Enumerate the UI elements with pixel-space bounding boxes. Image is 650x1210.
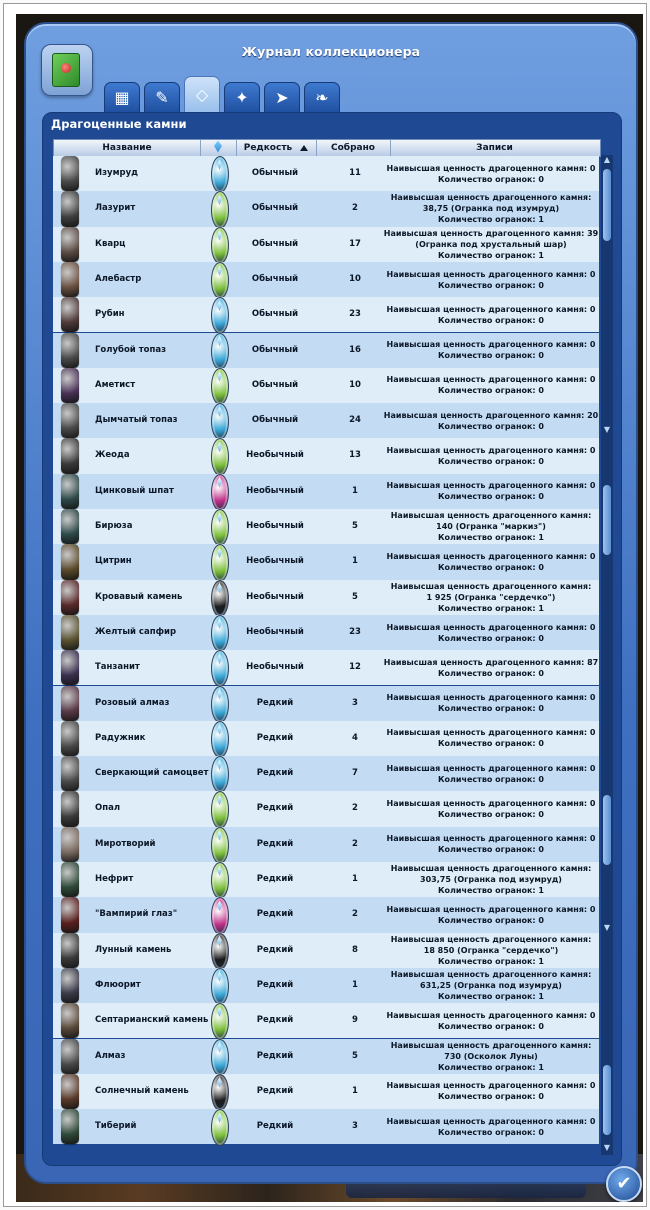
gem-record-line: Наивысшая ценность драгоценного камня: 20 [383,410,599,420]
gem-record-line: Количество огранок: 0 [438,280,544,290]
table-row[interactable] [53,968,599,1003]
gem-record-line: Количество огранок: 0 [438,810,544,820]
gem-icon [61,686,79,721]
gem-name: Жеода [95,450,130,461]
gem-rarity: Обычный [251,168,299,178]
gem-records [383,650,599,685]
gem-record-line: Количество огранок: 0 [438,845,544,855]
gem-record-line: Количество огранок: 1 [438,250,544,260]
gem-count: 23 [349,309,361,320]
gem-name: Бирюза [95,521,133,531]
gem-rarity: Редкий [256,1121,294,1132]
gem-icon [61,897,79,932]
gem-name: Желтый сапфир [95,626,177,637]
plumbob-icon [211,580,229,617]
gem-record-line: Количество огранок: 1 [438,956,544,966]
tab-insects-icon[interactable]: ✦ [224,82,260,114]
col-records[interactable]: Записи [476,143,513,153]
gem-record-line: 303,75 (Огранка под изумруд) [420,875,562,885]
gem-record-line: Количество огранок: 0 [438,351,544,361]
gem-rarity: Необычный [246,591,304,602]
gem-name: Алмаз [95,1050,126,1061]
gem-name: Флюорит [95,979,141,990]
gem-name: Алебастр [95,273,142,284]
scroll-down-icon[interactable]: ▼ [603,425,611,434]
gem-record-line: Количество огранок: 0 [438,633,544,643]
gem-record-line: 140 (Огранка "маркиз") [436,522,546,532]
gem-rarity: Редкий [256,979,294,990]
gem-record-line: Количество огранок: 1 [438,215,544,225]
gem-record-line: Наивысшая ценность драгоценного камня: 0 [386,1116,596,1126]
table-row[interactable] [53,227,599,262]
scroll-thumb-4[interactable] [603,1065,611,1135]
plumbob-icon [211,1039,229,1076]
gem-count: 1 [352,1085,358,1096]
gems-panel [42,112,622,1166]
gem-record-line: Наивысшая ценность драгоценного камня: 0 [386,763,596,773]
plumbob-icon [211,827,229,864]
gem-record-line: Количество огранок: 1 [438,1062,544,1072]
gem-icon [61,721,79,756]
scroll-thumb-1[interactable] [603,169,611,241]
gem-record-line: Количество огранок: 1 [438,603,544,613]
table-row[interactable] [53,862,599,897]
table-row[interactable] [53,686,599,721]
table-row[interactable] [53,933,599,968]
gem-count: 16 [349,344,361,355]
plumbob-icon [211,1003,229,1040]
gem-rarity: Обычный [251,273,299,284]
gem-name: Сверкающий самоцвет [95,768,209,779]
gem-records [386,333,596,368]
gem-records [386,1074,596,1109]
gem-record-line: Наивысшая ценность драгоценного камня: 0 [386,163,596,173]
gem-record-line: Количество огранок: 0 [438,668,544,678]
gem-records [386,1003,596,1038]
plumbob-icon [211,721,229,758]
gem-rarity: Необычный [246,450,304,461]
gem-name: Дымчатый топаз [95,415,178,426]
table-row[interactable] [53,544,599,579]
gem-rarity: Обычный [251,415,299,426]
gem-records [386,156,596,191]
gem-records [389,191,593,226]
gem-icon [61,368,79,403]
plumbob-icon [211,756,229,793]
gem-icon [61,1074,79,1109]
table-row[interactable] [53,474,599,509]
gem-rarity: Редкий [256,1015,294,1026]
gem-count: 5 [352,591,358,602]
gem-name: Нефрит [95,874,134,884]
tab-gems-icon[interactable]: ◇ [184,76,220,114]
gem-name: Розовый алмаз [95,697,170,708]
gem-records [386,262,596,297]
gem-name: Цитрин [95,556,132,567]
gem-record-line: Наивысшая ценность драгоценного камня: 0 [386,834,596,844]
gem-icon [61,1109,79,1144]
gem-count: 1 [352,874,358,884]
gem-records [383,227,599,262]
plumbob-icon [211,933,229,970]
gem-icon [61,333,79,368]
gem-records [386,544,596,579]
gem-records [386,791,596,826]
table-row[interactable] [53,297,599,332]
table-row[interactable] [53,756,599,791]
plumbob-icon [211,686,229,723]
col-rarity-label: Редкость [243,143,293,153]
gem-rarity: Редкий [256,803,294,814]
gem-rarity: Обычный [251,238,299,249]
gem-name: Опал [95,803,121,814]
gem-list [53,156,599,1146]
gem-rarity: Редкий [256,838,294,849]
table-row[interactable] [53,791,599,826]
gem-records [386,897,596,932]
gem-record-line: Наивысшая ценность драгоценного камня: 0 [386,340,596,350]
gem-count: 3 [352,697,358,708]
gem-name: Рубин [95,309,125,320]
table-row[interactable] [53,580,599,615]
gem-count: 8 [352,944,358,955]
gem-count: 4 [352,732,358,743]
gem-record-line: 631,25 (Огранка под изумруд) [420,981,562,991]
plumbob-icon [211,1109,229,1146]
gem-record-line: Количество огранок: 0 [438,386,544,396]
gem-count: 1 [352,556,358,567]
gem-count: 2 [352,909,358,920]
gem-record-line: Количество огранок: 0 [438,915,544,925]
table-row[interactable] [53,650,599,685]
gem-name: Цинковый шпат [95,485,174,496]
scroll-thumb-2[interactable] [603,485,611,555]
table-row[interactable] [53,897,599,932]
gem-count: 12 [349,662,361,673]
table-row[interactable] [53,509,599,544]
plumbob-icon [211,897,229,934]
scroll-down-icon-3[interactable]: ▼ [603,1143,611,1152]
gem-count: 10 [349,273,361,284]
gem-record-line: Количество огранок: 0 [438,457,544,467]
gem-record-line: Наивысшая ценность драгоценного камня: [390,864,592,874]
gem-record-line: Наивысшая ценность драгоценного камня: [390,970,592,980]
plumbob-icon [211,368,229,405]
plumbob-icon [211,1074,229,1111]
gem-record-line: Количество огранок: 0 [438,492,544,502]
gem-record-line: Наивысшая ценность драгоценного камня: [390,1040,592,1050]
plumbob-icon [211,862,229,899]
gem-rarity: Необычный [246,485,304,496]
gem-rarity: Редкий [256,909,294,920]
category-title: Драгоценные камни [51,117,187,131]
gem-record-line: Наивысшая ценность драгоценного камня: 0 [386,799,596,809]
gem-records [386,721,596,756]
table-row[interactable] [53,1039,599,1074]
gem-count: 1 [352,979,358,990]
gem-count: 5 [352,521,358,531]
tab-stats-icon[interactable]: ▦ [104,82,140,114]
gem-icon [61,438,79,473]
gem-name: Аметист [95,379,136,390]
plumbob-icon [211,615,229,652]
gem-icon [61,650,79,685]
gem-icon [61,791,79,826]
gem-record-line: Количество огранок: 0 [438,421,544,431]
gem-name: Миротворий [95,838,156,849]
gem-rarity: Обычный [251,309,299,320]
gem-count: 2 [352,838,358,849]
gem-record-line: 1 925 (Огранка "сердечко") [426,592,556,602]
gem-icon [61,156,79,191]
gem-name: Радужник [95,732,146,743]
gem-count: 23 [349,626,361,637]
table-row[interactable] [53,403,599,438]
plumbob-icon [211,191,229,228]
plumbob-icon [211,262,229,299]
sort-ascending-icon [300,145,308,151]
tab-plants-icon[interactable]: ❧ [304,82,340,114]
gem-record-line: Количество огранок: 0 [438,739,544,749]
plumbob-icon [211,509,229,546]
gem-record-line: Наивысшая ценность драгоценного камня: [390,934,592,944]
gem-record-line: Количество огранок: 1 [438,992,544,1002]
table-row[interactable] [53,827,599,862]
gem-record-line: Наивысшая ценность драгоценного камня: 0 [386,622,596,632]
plumbob-icon [211,403,229,440]
ok-button[interactable]: ✔ [606,1166,642,1202]
gem-rarity: Обычный [251,203,299,214]
plumbob-icon [211,333,229,370]
gem-count: 24 [349,415,361,426]
gem-count: 13 [349,450,361,461]
gem-records [386,297,596,332]
gem-rarity: Редкий [256,1085,294,1096]
gem-record-line: Количество огранок: 0 [438,562,544,572]
gem-record-line: Количество огранок: 0 [438,174,544,184]
gem-record-line: Наивысшая ценность драгоценного камня: 0 [386,304,596,314]
tab-fish-icon[interactable]: ✎ [144,82,180,114]
gem-record-line: Наивысшая ценность драгоценного камня: [390,581,592,591]
gem-record-line: Наивысшая ценность драгоценного камня: 87 [383,657,599,667]
gem-icon [61,1003,79,1038]
gem-count: 10 [349,379,361,390]
gem-icon [61,862,79,897]
gem-records [386,686,596,721]
gem-icon [61,580,79,615]
gem-record-line: Наивысшая ценность драгоценного камня: [390,511,592,521]
gem-icon [61,403,79,438]
gem-record-line: Количество огранок: 1 [438,533,544,543]
gem-name: Кварц [95,238,126,249]
plumbob-icon [211,650,229,687]
gem-record-line: 730 (Осколок Луны) [444,1051,538,1061]
gem-rarity: Редкий [256,697,294,708]
gem-records [389,933,593,968]
window-title: Журнал коллекционера [241,44,421,59]
gem-records [386,368,596,403]
gem-count: 5 [352,1050,358,1061]
gem-record-line: Количество огранок: 0 [438,315,544,325]
plumbob-icon [211,474,229,511]
gem-icon [61,933,79,968]
gem-count: 17 [349,238,361,249]
gem-records [386,1109,596,1144]
gem-name: Изумруд [95,168,139,178]
gem-rarity: Редкий [256,874,294,884]
gem-rarity: Обычный [251,379,299,390]
table-row[interactable] [53,368,599,403]
gem-name: Солнечный камень [95,1085,189,1096]
gem-rarity: Редкий [256,1050,294,1061]
gem-records [386,474,596,509]
table-row[interactable] [53,1109,599,1144]
gem-record-line: Наивысшая ценность драгоценного камня: [390,193,592,203]
gem-rarity: Необычный [246,626,304,637]
gem-records [386,756,596,791]
gem-records [386,615,596,650]
col-name[interactable]: Название [54,140,201,156]
gem-rarity: Необычный [246,556,304,567]
gem-records [386,438,596,473]
gem-icon [61,262,79,297]
table-row[interactable] [53,721,599,756]
gem-record-line: Количество огранок: 0 [438,704,544,714]
gem-record-line: Наивысшая ценность драгоценного камня: 0 [386,446,596,456]
plumbob-icon [214,141,222,153]
scroll-up-icon[interactable]: ▲ [603,155,611,164]
plumbob-icon [211,227,229,264]
gem-name: Танзанит [95,662,140,673]
gem-record-line: 18 850 (Огранка "сердечко") [423,945,559,955]
gem-record-line: Количество огранок: 0 [438,1021,544,1031]
game-screen [16,14,643,1202]
plumbob-icon [211,297,229,334]
gem-records [389,968,593,1003]
plumbob-icon [211,968,229,1005]
gem-name: Септарианский камень [95,1015,209,1026]
gem-rarity: Редкий [256,768,294,779]
gem-records [389,580,593,615]
screenshot-frame [3,3,647,1207]
table-row[interactable] [53,191,599,226]
gem-icon [61,474,79,509]
gem-record-line: Наивысшая ценность драгоценного камня: 0 [386,728,596,738]
gem-count: 2 [352,803,358,814]
gem-name: Тиберий [95,1121,137,1132]
gem-count: 3 [352,1121,358,1132]
gem-record-line: Количество огранок: 0 [438,774,544,784]
gem-name: Лазурит [95,203,136,214]
gem-count: 9 [352,1015,358,1026]
col-plumbob[interactable] [200,140,237,156]
gem-name: Кровавый камень [95,591,183,602]
gem-rarity: Редкий [256,944,294,955]
gem-record-line: Наивысшая ценность драгоценного камня: 0 [386,375,596,385]
table-row[interactable] [53,156,599,191]
gem-icon [61,827,79,862]
gem-count: 1 [352,485,358,496]
gem-records [386,827,596,862]
gem-record-line: Количество огранок: 0 [438,1092,544,1102]
gem-record-line: Наивысшая ценность драгоценного камня: 0 [386,693,596,703]
gem-record-line: Наивысшая ценность драгоценного камня: 0 [386,1081,596,1091]
gem-icon [61,968,79,1003]
gem-name: "Вампирий глаз" [95,909,178,920]
plumbob-icon [211,791,229,828]
table-row[interactable] [53,333,599,368]
gem-icon [61,191,79,226]
gem-record-line: 38,75 (Огранка под изумруд) [422,204,560,214]
gem-icon [61,756,79,791]
gem-count: 2 [352,203,358,214]
gem-record-line: Наивысшая ценность драгоценного камня: 0 [386,904,596,914]
gem-record-line: (Огранка под хрустальный шар) [415,239,567,249]
gem-rarity: Обычный [251,344,299,355]
column-header [53,139,601,157]
table-row[interactable] [53,262,599,297]
gem-rarity: Необычный [246,521,304,531]
plumbob-icon [211,544,229,581]
plumbob-icon [211,156,229,193]
gem-icon [61,509,79,544]
collector-journal-window [24,22,638,1194]
gem-records [383,403,599,438]
gem-records [389,862,593,897]
gem-icon [61,297,79,332]
scroll-down-icon-2[interactable]: ▼ [603,923,611,932]
table-row[interactable] [53,1074,599,1109]
gem-icon [61,615,79,650]
gem-records [389,1039,593,1074]
gem-record-line: Наивысшая ценность драгоценного камня: 0 [386,551,596,561]
gem-count: 7 [352,768,358,779]
gem-name: Голубой топаз [95,344,167,355]
gem-icon [61,1039,79,1074]
plumbob-icon [211,438,229,475]
gem-icon [61,544,79,579]
table-row[interactable] [53,1003,599,1038]
gem-rarity: Редкий [256,732,294,743]
gem-record-line: Наивысшая ценность драгоценного камня: 0 [386,1010,596,1020]
gem-record-line: Наивысшая ценность драгоценного камня: 0 [386,269,596,279]
scroll-thumb-3[interactable] [603,795,611,865]
col-rarity[interactable] [236,140,317,156]
scrollbar[interactable] [601,155,613,1155]
gem-rarity: Необычный [246,662,304,673]
tab-fish2-icon[interactable]: ➤ [264,82,300,114]
gem-name: Лунный камень [95,944,172,955]
col-collected[interactable]: Собрано [316,140,391,156]
gem-record-line: Наивысшая ценность драгоценного камня: 39 [383,228,599,238]
gem-icon [61,227,79,262]
gem-record-line: Наивысшая ценность драгоценного камня: 0 [386,481,596,491]
gem-count: 11 [349,168,361,178]
table-row[interactable] [53,615,599,650]
gem-record-line: Количество огранок: 1 [438,886,544,896]
gem-records [389,509,593,544]
gem-record-line: Количество огранок: 0 [438,1127,544,1137]
table-row[interactable] [53,438,599,473]
